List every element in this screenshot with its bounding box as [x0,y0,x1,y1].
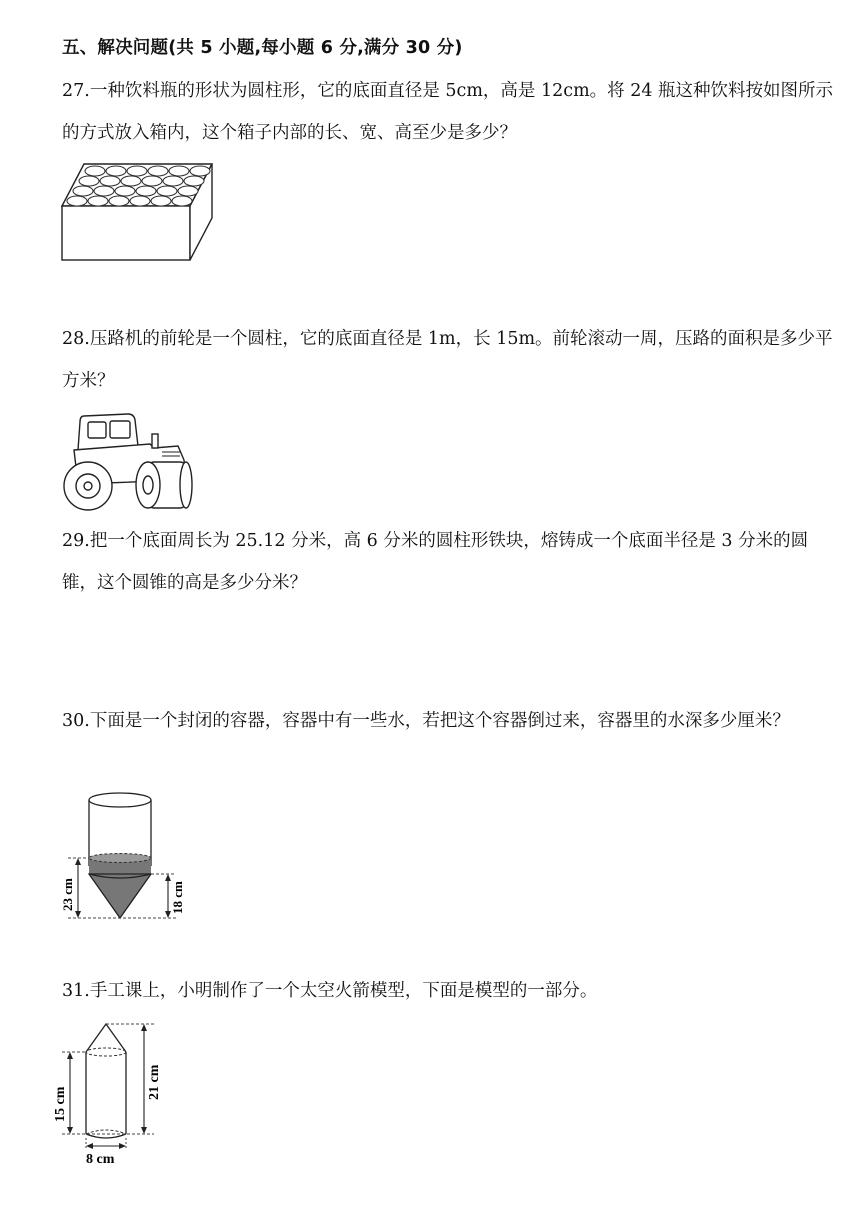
road-roller-figure [58,408,198,512]
question-text: 一种饮料瓶的形状为圆柱形，它的底面直径是 5cm，高是 12cm。将 24 瓶这种饮料按如图所示的方式放入箱内，这个箱子内部的长、宽、高至少是多少？ [62,81,834,143]
dimension-label-8cm: 8 cm [86,1152,115,1167]
question-31 [62,970,842,1012]
question-29 [62,520,842,604]
question-30 [62,700,842,742]
rocket-model-figure [53,1018,168,1167]
bottle-box-figure [60,160,220,264]
question-text: 压路机的前轮是一个圆柱，它的底面直径是 1m，长 15m。前轮滚动一周，压路的面积是多少平方米？ [62,329,833,391]
dimension-label-15cm: 15 cm [53,1086,68,1122]
dimension-label-23cm: 23 cm [60,878,75,911]
question-number: 29. [62,531,90,551]
question-number: 27. [62,81,90,101]
container-figure [58,786,188,922]
question-text: 手工课上，小明制作了一个太空火箭模型，下面是模型的一部分。 [89,981,598,1001]
question-number: 31. [62,981,90,1001]
question-text: 下面是一个封闭的容器，容器中有一些水，若把这个容器倒过来，容器里的水深多少厘米？ [89,711,790,731]
question-number: 28. [62,329,90,349]
question-text: 把一个底面周长为 25.12 分米，高 6 分米的圆柱形铁块，熔铸成一个底面半径是 3 分米的圆锥，这个圆锥的高是多少分米？ [62,531,809,593]
dimension-label-21cm: 21 cm [147,1064,162,1100]
question-number: 30. [62,711,90,731]
question-28 [62,318,842,402]
dimension-label-18cm: 18 cm [170,881,185,914]
question-27 [62,70,842,154]
section-title: 五、解决问题(共 5 小题,每小题 6 分,满分 30 分) [62,38,463,58]
